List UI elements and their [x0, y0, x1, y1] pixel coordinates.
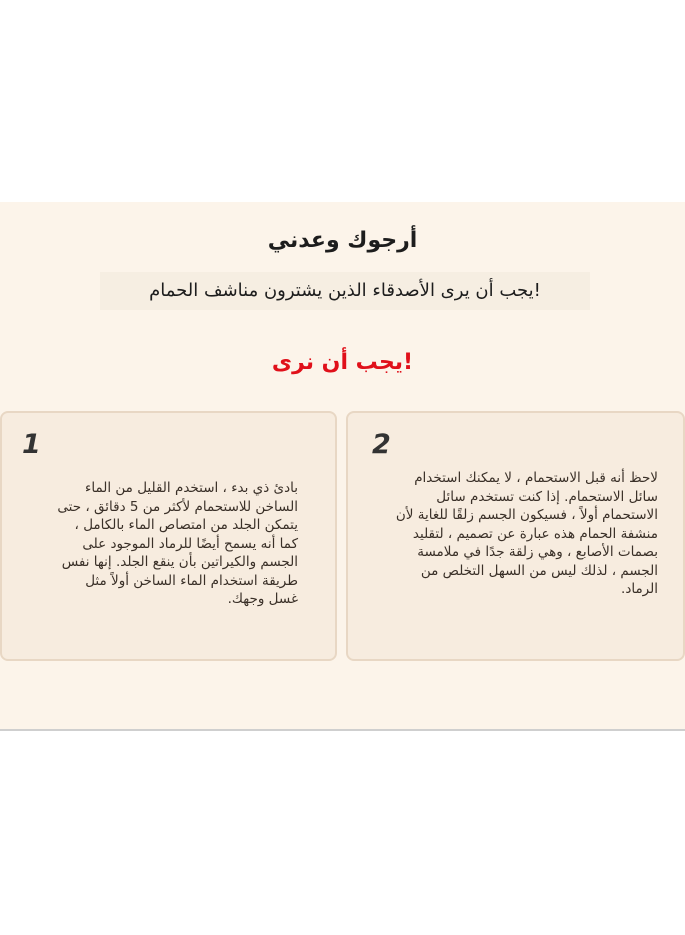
emphasis-heading: !يجب أن نرى	[271, 350, 414, 375]
page-subtitle: !يجب أن يرى الأصدقاء الذين يشترون مناشف الحمام	[100, 272, 590, 310]
tip-text-1: بادئ ذي بدء ، استخدم القليل من الماء الساخن للاستحمام لأكثر من 5 دقائق ، حتى يتمكن الجلد من امتصاص الماء بالكامل ، كما أنه يسمح أيضًا للرماد الموجود على الجسم والكيراتين بأن ينقع الجلد. إنها نفس طريقة استخدام الماء الساخن أولاً مثل غسل وجهك.	[57, 480, 298, 607]
page-title: أرجوك وعدني	[267, 228, 418, 253]
tip-number-1: 1	[22, 429, 41, 460]
content-panel	[0, 202, 685, 731]
tip-text-2: لاحظ أنه قبل الاستحمام ، لا يمكنك استخدام سائل الاستحمام. إذا كنت تستخدم سائل الاستحمام أولاً ، فسيكون الجسم زلقًا للغاية لأن منشفة الحمام هذه عبارة عن تصميم ، لتقليد بصمات الأصابع ، وهي زلقة جدًا في ملامسة الجسم ، لذلك ليس من السهل التخلص من الرماد.	[395, 470, 658, 597]
tip-card-2	[346, 411, 685, 661]
tip-card-1	[0, 411, 337, 661]
tip-number-2: 2	[372, 429, 391, 460]
